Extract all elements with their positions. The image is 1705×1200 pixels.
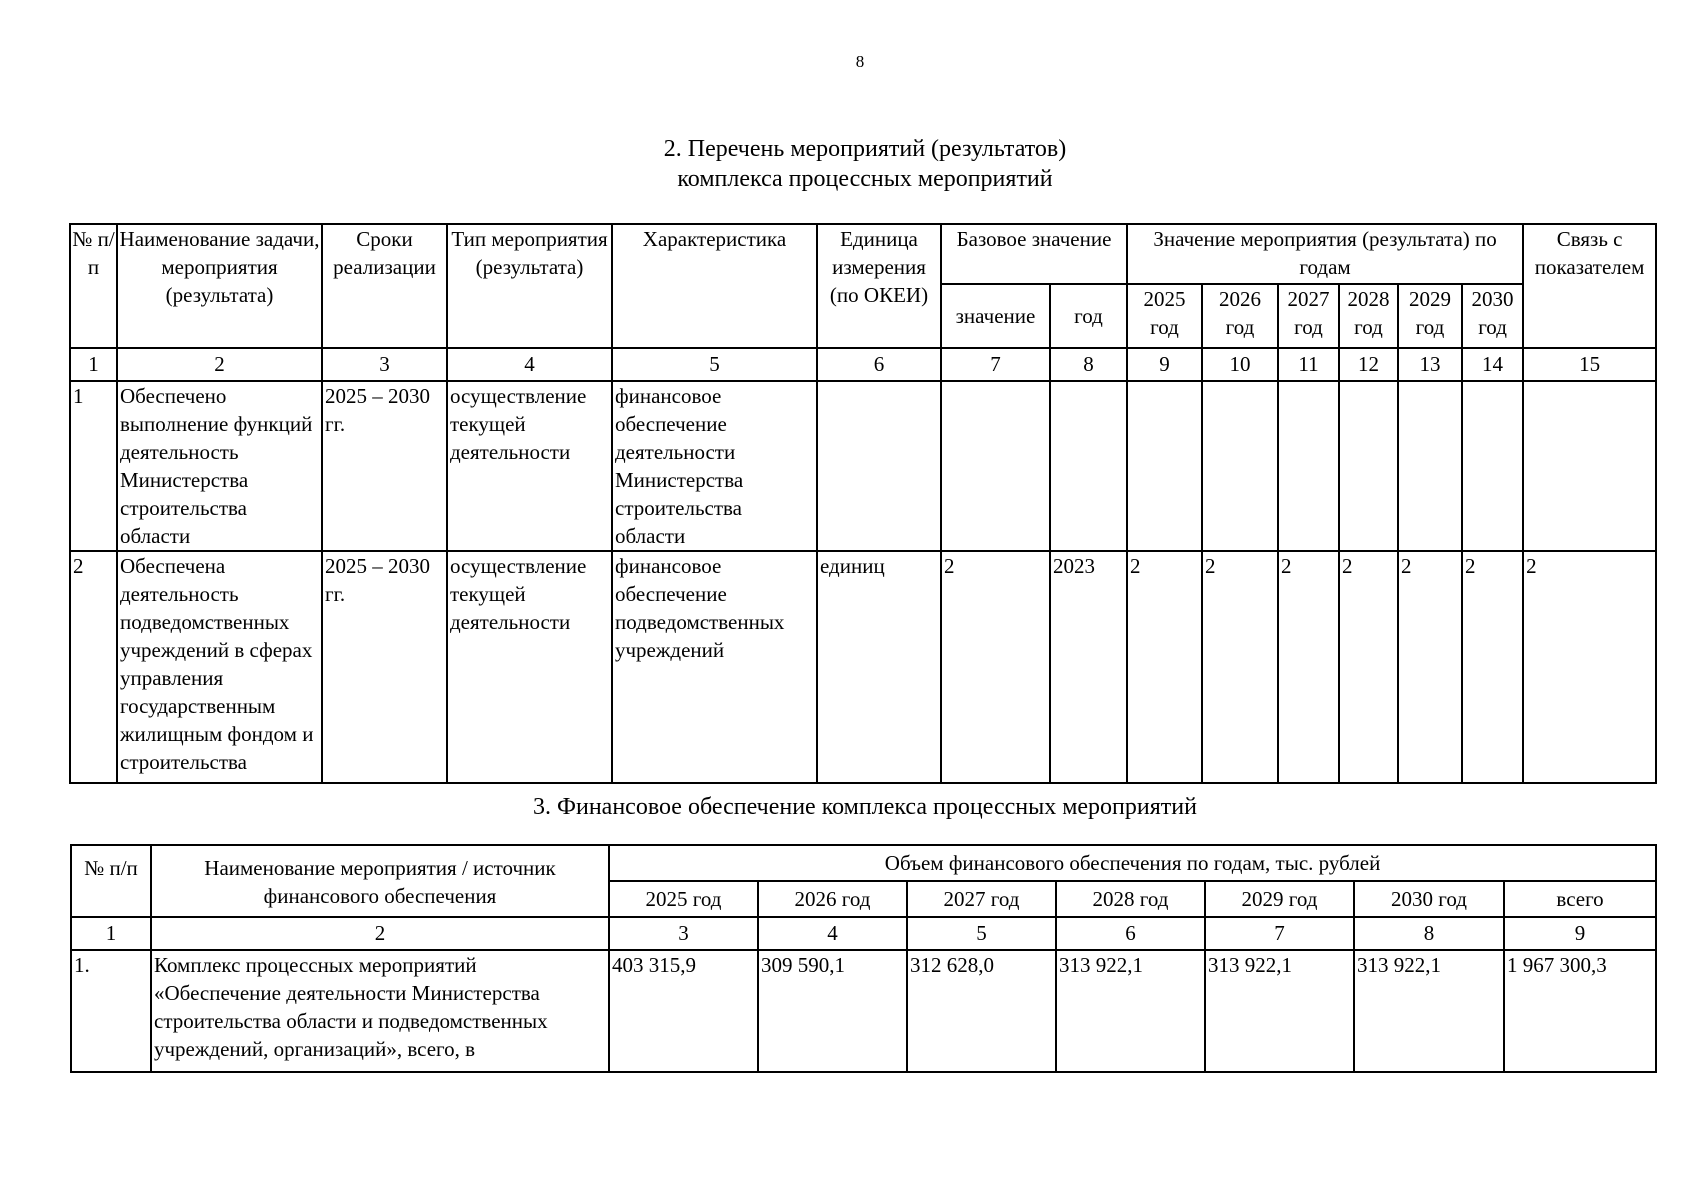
fin-header-num: № п/п <box>71 845 151 917</box>
col-number: 8 <box>1050 348 1127 381</box>
row-value-2025 <box>1127 381 1202 551</box>
table-row <box>70 381 1656 551</box>
col-header-year-2027: 2027 год <box>1278 284 1339 348</box>
col-number: 1 <box>70 348 117 381</box>
col-number: 7 <box>941 348 1050 381</box>
fin-row-2030: 313 922,1 <box>1354 950 1504 1072</box>
fin-row-2026: 309 590,1 <box>758 950 907 1072</box>
row-base-value: 2 <box>941 551 1050 783</box>
fin-row-2028: 313 922,1 <box>1056 950 1205 1072</box>
row-period: 2025 – 2030 гг. <box>322 381 447 551</box>
activities-table <box>69 223 1657 784</box>
section3-title: 3. Финансовое обеспечение комплекса процессных мероприятий <box>533 794 1197 820</box>
fin-row-name: Комплекс процессных мероприятий «Обеспечение деятельности Министерства строительства области и подведомственных учреждений, организаций», всего, в <box>151 950 609 1072</box>
row-value-2027 <box>1278 381 1339 551</box>
row-base-year: 2023 <box>1050 551 1127 783</box>
col-number: 11 <box>1278 348 1339 381</box>
col-number: 6 <box>1056 917 1205 950</box>
col-number: 12 <box>1339 348 1398 381</box>
col-number: 3 <box>322 348 447 381</box>
row-unit <box>817 381 941 551</box>
col-header-period: Сроки реализации <box>322 224 447 348</box>
col-header-by-years: Значение мероприятия (результата) по годам <box>1127 224 1523 284</box>
col-header-name: Наименование задачи, мероприятия (результата) <box>117 224 322 348</box>
row-num: 1 <box>70 381 117 551</box>
col-number: 7 <box>1205 917 1354 950</box>
col-number: 4 <box>447 348 612 381</box>
row-unit: единиц <box>817 551 941 783</box>
row-characteristic: финансовое обеспечение деятельности Министерства строительства области <box>612 381 817 551</box>
col-number: 6 <box>817 348 941 381</box>
col-number: 8 <box>1354 917 1504 950</box>
col-number: 1 <box>71 917 151 950</box>
col-number: 5 <box>907 917 1056 950</box>
col-header-year-2029: 2029 год <box>1398 284 1462 348</box>
fin-header-year-2029: 2029 год <box>1205 881 1354 917</box>
col-number: 4 <box>758 917 907 950</box>
col-header-base: Базовое значение <box>941 224 1127 284</box>
fin-header-year-2026: 2026 год <box>758 881 907 917</box>
row-type: осуществление текущей деятельности <box>447 551 612 783</box>
row-value-2029 <box>1398 381 1462 551</box>
fin-header-year-2030: 2030 год <box>1354 881 1504 917</box>
fin-header-volume: Объем финансового обеспечения по годам, тыс. рублей <box>609 845 1656 881</box>
row-value-2026: 2 <box>1202 551 1278 783</box>
section2-title-line2: комплекса процессных мероприятий <box>677 166 1053 192</box>
row-name: Обеспечено выполнение функций деятельность Министерства строительства области <box>117 381 322 551</box>
financing-table <box>70 844 1657 1073</box>
row-base-value <box>941 381 1050 551</box>
fin-header-year-2025: 2025 год <box>609 881 758 917</box>
fin-row-2025: 403 315,9 <box>609 950 758 1072</box>
col-header-base-year: год <box>1050 284 1127 348</box>
col-header-year-2026: 2026 год <box>1202 284 1278 348</box>
row-num: 2 <box>70 551 117 783</box>
fin-row-total: 1 967 300,3 <box>1504 950 1656 1072</box>
col-header-link: Связь с показателем <box>1523 224 1656 348</box>
col-number: 9 <box>1504 917 1656 950</box>
col-header-year-2030: 2030 год <box>1462 284 1523 348</box>
col-header-characteristic: Характеристика <box>612 224 817 348</box>
col-number: 10 <box>1202 348 1278 381</box>
col-header-base-value: значение <box>941 284 1050 348</box>
fin-header-name: Наименование мероприятия / источник финансового обеспечения <box>151 845 609 917</box>
page-number: 8 <box>855 52 865 71</box>
col-number: 13 <box>1398 348 1462 381</box>
fin-header-total: всего <box>1504 881 1656 917</box>
fin-row-2029: 313 922,1 <box>1205 950 1354 1072</box>
col-number: 2 <box>151 917 609 950</box>
row-type: осуществление текущей деятельности <box>447 381 612 551</box>
row-name: Обеспечена деятельность подведомственных учреждений в сферах управления государственным жилищным фондом и строительства <box>117 551 322 783</box>
section2-title-line1: 2. Перечень мероприятий (результатов) <box>663 136 1067 162</box>
col-number: 9 <box>1127 348 1202 381</box>
row-value-2027: 2 <box>1278 551 1339 783</box>
fin-header-year-2027: 2027 год <box>907 881 1056 917</box>
col-number: 2 <box>117 348 322 381</box>
table-row <box>70 551 1656 783</box>
col-header-year-2025: 2025 год <box>1127 284 1202 348</box>
row-value-2028 <box>1339 381 1398 551</box>
col-header-num: № п/п <box>70 224 117 348</box>
row-value-2025: 2 <box>1127 551 1202 783</box>
row-value-2026 <box>1202 381 1278 551</box>
col-header-year-2028: 2028 год <box>1339 284 1398 348</box>
fin-header-year-2028: 2028 год <box>1056 881 1205 917</box>
row-link: 2 <box>1523 551 1656 783</box>
row-base-year <box>1050 381 1127 551</box>
row-link <box>1523 381 1656 551</box>
row-period: 2025 – 2030 гг. <box>322 551 447 783</box>
fin-row-num: 1. <box>71 950 151 1072</box>
row-characteristic: финансовое обеспечение подведомственных учреждений <box>612 551 817 783</box>
row-value-2030: 2 <box>1462 551 1523 783</box>
col-header-type: Тип мероприятия (результата) <box>447 224 612 348</box>
fin-row-2027: 312 628,0 <box>907 950 1056 1072</box>
col-number: 14 <box>1462 348 1523 381</box>
col-number: 5 <box>612 348 817 381</box>
col-number: 15 <box>1523 348 1656 381</box>
table-row <box>71 950 1656 1072</box>
row-value-2028: 2 <box>1339 551 1398 783</box>
row-value-2029: 2 <box>1398 551 1462 783</box>
col-header-unit: Единица измерения (по ОКЕИ) <box>817 224 941 348</box>
row-value-2030 <box>1462 381 1523 551</box>
col-number: 3 <box>609 917 758 950</box>
